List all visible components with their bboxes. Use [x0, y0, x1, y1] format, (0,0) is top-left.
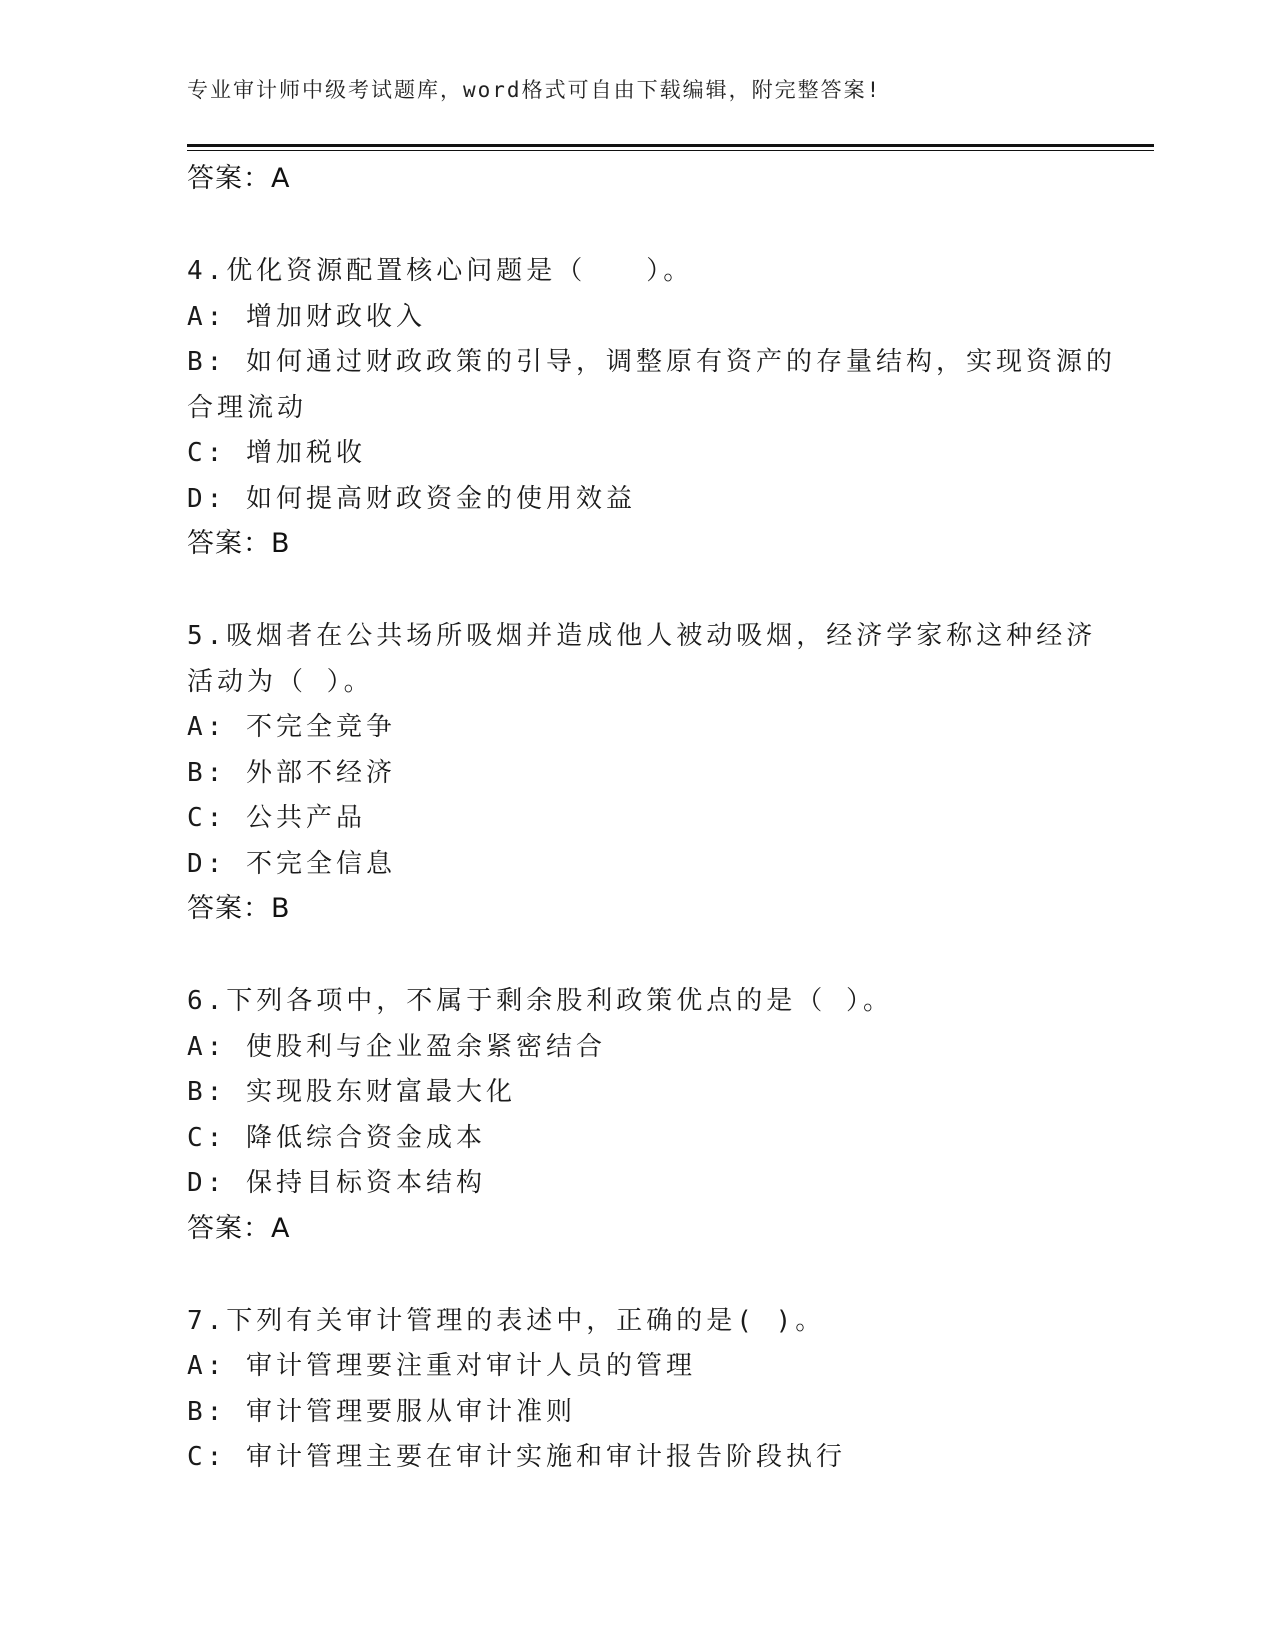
question-option: A: 不完全竞争	[187, 712, 396, 742]
question-option: B: 外部不经济	[187, 757, 396, 788]
question-option: B: 实现股东财富最大化	[187, 1077, 516, 1107]
question-list	[187, 249, 1116, 1481]
question-option: C: 审计管理主要在审计实施和审计报告阶段执行	[187, 1442, 846, 1472]
answer-line: 答案：B	[187, 893, 291, 924]
question-option: A: 使股利与企业盈余紧密结合	[187, 1031, 606, 1062]
question-stem: 7.下列有关审计管理的表述中，正确的是( )。	[187, 1305, 826, 1336]
question-stem: 4.优化资源配置核心问题是（ ）。	[187, 256, 694, 286]
question-block	[187, 614, 1097, 931]
question-content	[187, 157, 1116, 1481]
header-rule-thin	[187, 150, 1154, 151]
question-stem: 6.下列各项中，不属于剩余股利政策优点的是（ ）。	[187, 986, 893, 1016]
answer-line: 答案：B	[187, 528, 291, 559]
question-option: D: 保持目标资本结构	[187, 1168, 486, 1198]
question-option: C: 增加税收	[187, 438, 366, 468]
question-option: B: 审计管理要服从审计准则	[187, 1396, 576, 1427]
question-stem: 5.吸烟者在公共场所吸烟并造成他人被动吸烟，经济学家称这种经济	[187, 621, 1097, 651]
question-option: C: 公共产品	[187, 803, 366, 833]
question-option: D: 不完全信息	[187, 848, 396, 879]
question-stem: 活动为（ ）。	[187, 666, 374, 697]
answer-line: 答案：A	[187, 1212, 291, 1244]
question-block	[187, 979, 1087, 1251]
question-block	[187, 249, 1116, 566]
question-block	[187, 1299, 1087, 1481]
question-option: C: 降低综合资金成本	[187, 1122, 486, 1153]
question-option: A: 增加财政收入	[187, 301, 426, 332]
answer-line: 答案：A	[187, 163, 291, 194]
header-rule-thick	[187, 144, 1154, 147]
page-header: 专业审计师中级考试题库，word格式可自由下载编辑，附完整答案!	[187, 78, 882, 102]
question-option: D: 如何提高财政资金的使用效益	[187, 483, 636, 514]
question-option: A: 审计管理要注重对审计人员的管理	[187, 1351, 696, 1381]
question-option: B: 如何通过财政政策的引导，调整原有资产的存量结构，实现资源的	[187, 347, 1116, 377]
question-option: 合理流动	[187, 392, 308, 423]
